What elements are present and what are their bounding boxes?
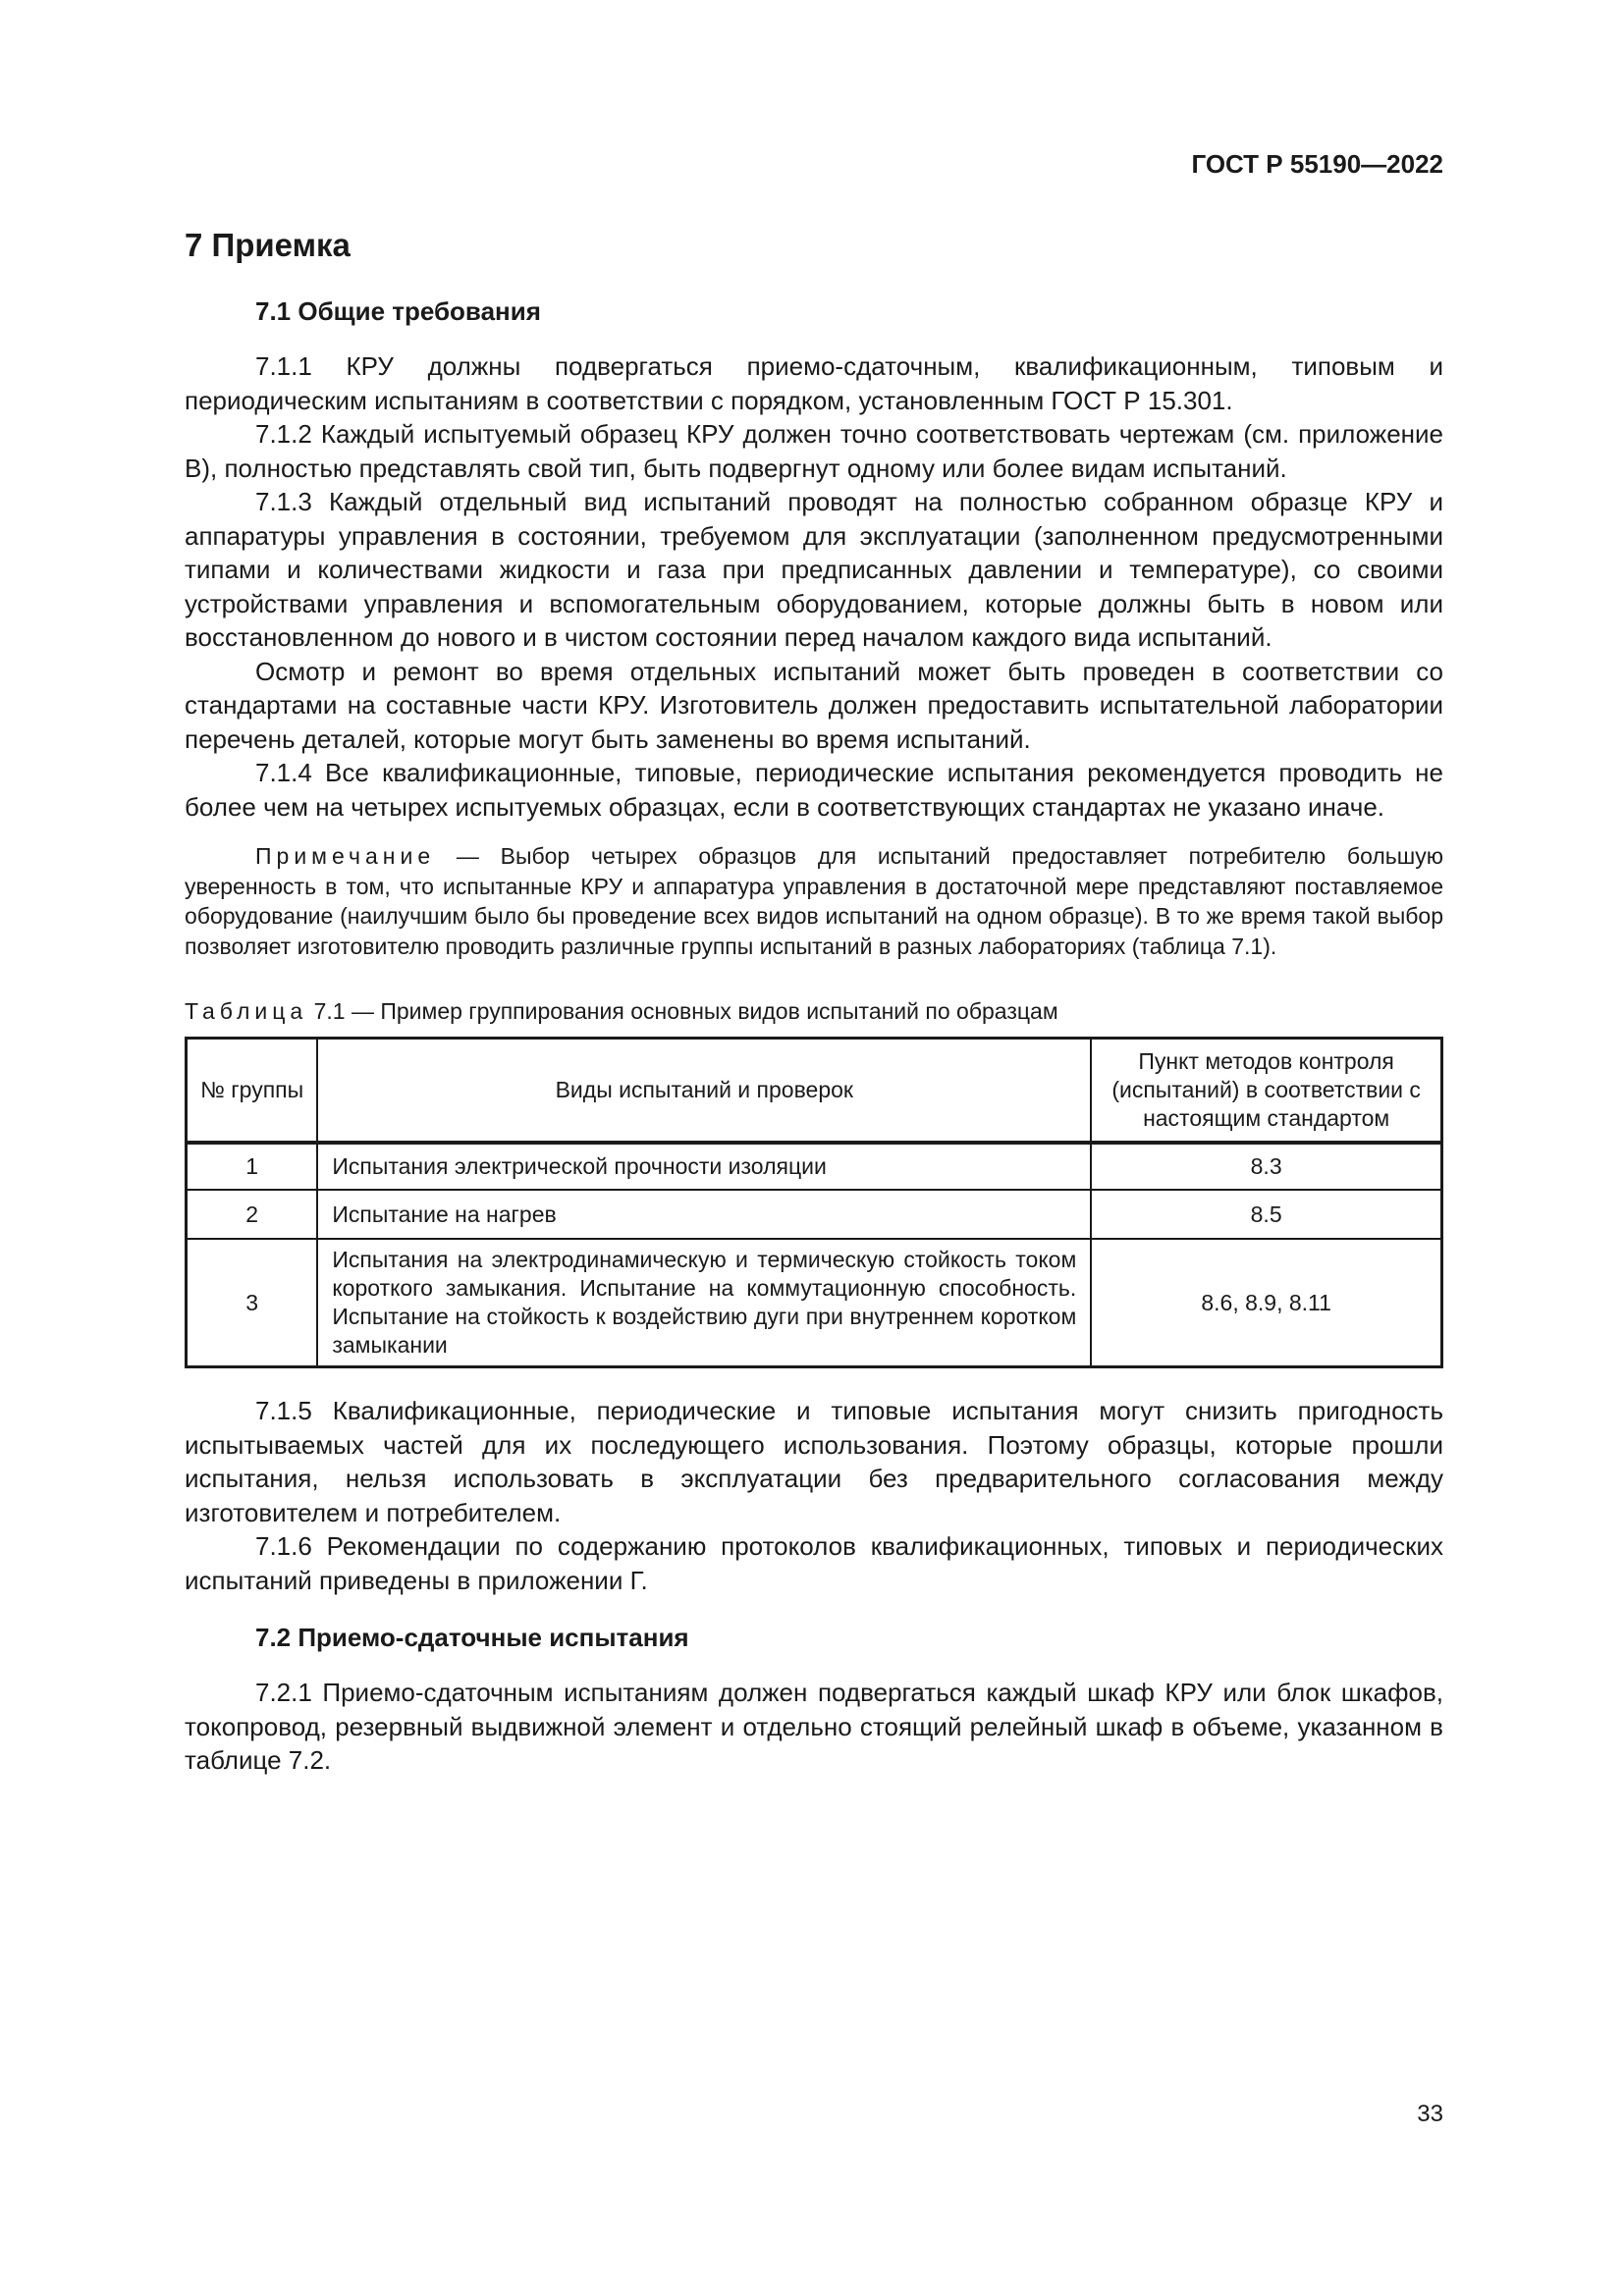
paragraph-7-1-1: 7.1.1 КРУ должны подвергаться приемо-сдаточным, квалификационным, типовым и периодическим испытаниям в соответствии с порядком, установленным ГОСТ Р 15.301. (185, 351, 1443, 415)
paragraph-7-1-3: 7.1.3 Каждый отдельный вид испытаний проводят на полностью собранном образце КРУ и аппаратуры управления в состоянии, требуемом для эксплуатации (заполненном предусмотренными типами и количествами жидкости и газа при предписанных давлении и температуре), со своими устройствами управления и вспомогательным оборудованием, которые должны быть в новом или восстановленном до нового и в чистом состоянии перед началом каждого вида испытаний. (185, 487, 1443, 652)
note-text: — Выбор четырех образцов для испытаний предоставляет потребителю большую уверенность в том, что испытанные КРУ и аппаратура управления в достаточной мере представляют поставляемое оборудование (наилучшим было бы проведение всех видов испытаний на одном образце). В то же время такой выбор позволяет изготовителю проводить различные группы испытаний в разных лабораториях (таблица 7.1). (185, 843, 1443, 959)
cell-group-number: 1 (187, 1143, 318, 1190)
cell-method-clause: 8.5 (1091, 1190, 1441, 1239)
cell-test-kind: Испытания электрической прочности изоляции (317, 1143, 1091, 1190)
subsection-7-1-title: 7.1 Общие требования (255, 296, 541, 326)
cell-method-clause: 8.3 (1091, 1143, 1441, 1190)
paragraph-7-1-5: 7.1.5 Квалификационные, периодические и типовые испытания могут снизить пригодность испытываемых частей для их последующего использования. Поэтому образцы, которые прошли испытания, нельзя использовать в эксплуатации без предварительного согласования между изготовителем и потребителем. (185, 1396, 1443, 1527)
subsection-7-2-title: 7.2 Приемо-сдаточные испытания (255, 1623, 689, 1652)
cell-group-number: 2 (187, 1190, 318, 1239)
spacer (185, 1368, 1443, 1394)
table-row (187, 1143, 1442, 1190)
cell-method-clause: 8.6, 8.9, 8.11 (1091, 1239, 1441, 1367)
cell-group-number: 3 (187, 1239, 318, 1367)
spacer (185, 1597, 1443, 1621)
page-number: 33 (1417, 2101, 1443, 2127)
header-test-kinds: Виды испытаний и проверок (317, 1039, 1091, 1144)
table-caption-text: 7.1 — Пример группирования основных видов испытаний по образцам (307, 998, 1058, 1024)
note (185, 841, 1443, 961)
table-caption (185, 998, 1443, 1025)
header-method-clause: Пункт методов контроля (испытаний) в соответствии с настоящим стандартом (1091, 1039, 1441, 1144)
paragraph-7-1-6: 7.1.6 Рекомендации по содержанию протоколов квалификационных, типовых и периодических испытаний приведены в приложении Г. (185, 1531, 1443, 1595)
note-label: Примечание (255, 843, 436, 869)
table-row (187, 1239, 1442, 1367)
table-header-row (187, 1039, 1442, 1144)
cell-test-kind: Испытания на электродинамическую и термическую стойкость током короткого замыкания. Испытание на коммутационную способность. Испытание на стойкость к воздействию дуги при внутреннем коротком замыкании (317, 1239, 1091, 1367)
header-group-number: № группы (187, 1039, 318, 1144)
table-row (187, 1190, 1442, 1239)
table-7-1 (185, 1037, 1443, 1368)
paragraph-7-1-2: 7.1.2 Каждый испытуемый образец КРУ должен точно соответствовать чертежам (см. приложение В), полностью представлять свой тип, быть подвергнут одному или более видам испытаний. (185, 419, 1443, 483)
document-id-header: ГОСТ Р 55190—2022 (1191, 149, 1443, 179)
cell-test-kind: Испытание на нагрев (317, 1190, 1091, 1239)
paragraph-7-2-1: 7.2.1 Приемо-сдаточным испытаниям должен подвергаться каждый шкаф КРУ или блок шкафов, токопровод, резервный выдвижной элемент и отдельно стоящий релейный шкаф в объеме, указанном в таблице 7.2. (185, 1678, 1443, 1775)
page-content (185, 224, 1443, 1778)
section-title: 7 Приемка (185, 227, 351, 263)
table-caption-label: Таблица (185, 998, 308, 1024)
paragraph-7-1-4: 7.1.4 Все квалификационные, типовые, периодические испытания рекомендуется проводить не более чем на четырех испытуемых образцах, если в соответствующих стандартах не указано иначе. (185, 758, 1443, 822)
paragraph-7-1-3-continued: Осмотр и ремонт во время отдельных испытаний может быть проведен в соответствии со стандартами на составные части КРУ. Изготовитель должен предоставить испытательной лаборатории перечень деталей, которые могут быть заменены во время испытаний. (185, 656, 1443, 754)
